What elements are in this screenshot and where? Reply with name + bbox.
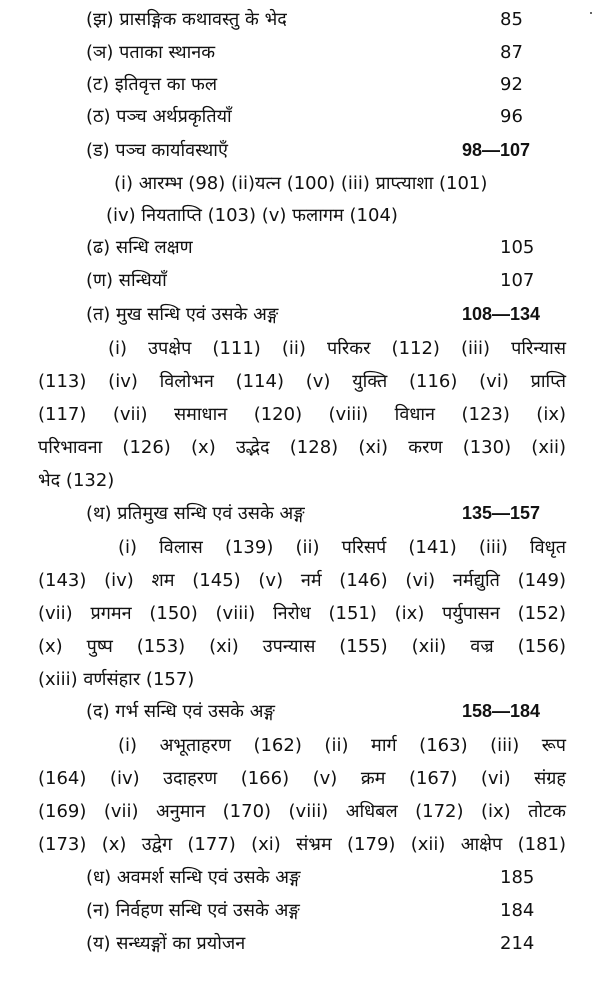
section-page-range: 135—157 <box>462 503 541 523</box>
toc-entry <box>0 100 600 133</box>
toc-section-heading <box>0 298 600 331</box>
subitem-line: (i) उपक्षेप (111) (ii) परिकर (112) (iii) परिन्यास <box>108 338 566 359</box>
subitem-line: (113) (iv) विलोभन (114) (v) युक्ति (116) (vi) प्राप्ति <box>38 371 566 392</box>
section-page-range: 108—134 <box>462 304 541 324</box>
entry-label: (ण) सन्धियाँ <box>86 270 167 291</box>
toc-entry <box>0 3 600 36</box>
section-label: (ड) पञ्च कार्यावस्थाएँ <box>86 140 228 161</box>
entry-page-number: 92 <box>500 74 523 95</box>
section-label: (थ) प्रतिमुख सन्धि एवं उसके अङ्ग <box>86 503 305 524</box>
subitem-line: परिभावना (126) (x) उद्भेद (128) (xi) करण (130) (xii) <box>38 437 566 458</box>
entry-page-number: 85 <box>500 9 523 30</box>
subitem-line: (i) अभूताहरण (162) (ii) मार्ग (163) (iii) रूप <box>118 735 566 756</box>
subitem-line: (i) विलास (139) (ii) परिसर्प (141) (iii) विधृत <box>118 537 566 558</box>
entry-page-number: 184 <box>500 900 535 921</box>
subitem-line: (x) पुष्प (153) (xi) उपन्यास (155) (xii) वज्र (156) <box>38 636 566 657</box>
section-label: (द) गर्भ सन्धि एवं उसके अङ्ग <box>86 701 275 722</box>
entry-label: (झ) प्रासङ्गिक कथावस्तु के भेद <box>86 9 287 30</box>
subitem-line: (vii) प्रगमन (150) (viii) निरोध (151) (ix) पर्युपासन (152) <box>38 603 566 624</box>
entry-page-number: 214 <box>500 933 535 954</box>
subitem-line: (xiii) वर्णसंहार (157) <box>38 669 195 690</box>
toc-entry <box>0 264 600 297</box>
section-label: (त) मुख सन्धि एवं उसके अङ्ग <box>86 304 279 325</box>
toc-entry <box>0 861 600 894</box>
subitem-line: (117) (vii) समाधान (120) (viii) विधान (123) (ix) <box>38 404 566 425</box>
subitem-line: (169) (vii) अनुमान (170) (viii) अधिबल (172) (ix) तोटक <box>38 801 566 822</box>
subitem-line: (iv) नियताप्ति (103) (v) फलागम (104) <box>106 205 398 226</box>
section-page-range: 98—107 <box>462 140 531 160</box>
toc-entry <box>0 231 600 264</box>
entry-label: (य) सन्ध्यङ्गों का प्रयोजन <box>86 933 246 954</box>
entry-page-number: 87 <box>500 42 523 63</box>
subitem-line: (164) (iv) उदाहरण (166) (v) क्रम (167) (vi) संग्रह <box>38 768 566 789</box>
toc-entry <box>0 927 600 960</box>
toc-entry <box>0 36 600 69</box>
subitem-line: भेद (132) <box>38 470 115 491</box>
entry-label: (ध) अवमर्श सन्धि एवं उसके अङ्ग <box>86 867 301 888</box>
toc-section-heading <box>0 695 600 728</box>
entry-page-number: 185 <box>500 867 535 888</box>
entry-label: (ठ) पञ्च अर्थप्रकृतियाँ <box>86 106 232 127</box>
entry-label: (ढ) सन्धि लक्षण <box>86 237 193 258</box>
entry-page-number: 96 <box>500 106 523 127</box>
entry-page-number: 107 <box>500 270 535 291</box>
toc-entry <box>0 68 600 101</box>
section-page-range: 158—184 <box>462 701 541 721</box>
entry-label: (ञ) पताका स्थानक <box>86 42 216 63</box>
toc-section-heading <box>0 134 600 167</box>
subitem-line: (i) आरम्भ (98) (ii)यत्न (100) (iii) प्राप्त्याशा (101) <box>114 173 488 194</box>
subitem-line: (173) (x) उद्वेग (177) (xi) संभ्रम (179) (xii) आक्षेप (181) <box>38 834 566 855</box>
entry-label: (न) निर्वहण सन्धि एवं उसके अङ्ग <box>86 900 300 921</box>
toc-entry <box>0 894 600 927</box>
toc-section-heading <box>0 497 600 530</box>
entry-label: (ट) इतिवृत्त का फल <box>86 74 218 95</box>
subitem-line: (143) (iv) शम (145) (v) नर्म (146) (vi) नर्मद्युति (149) <box>38 570 566 591</box>
entry-page-number: 105 <box>500 237 535 258</box>
